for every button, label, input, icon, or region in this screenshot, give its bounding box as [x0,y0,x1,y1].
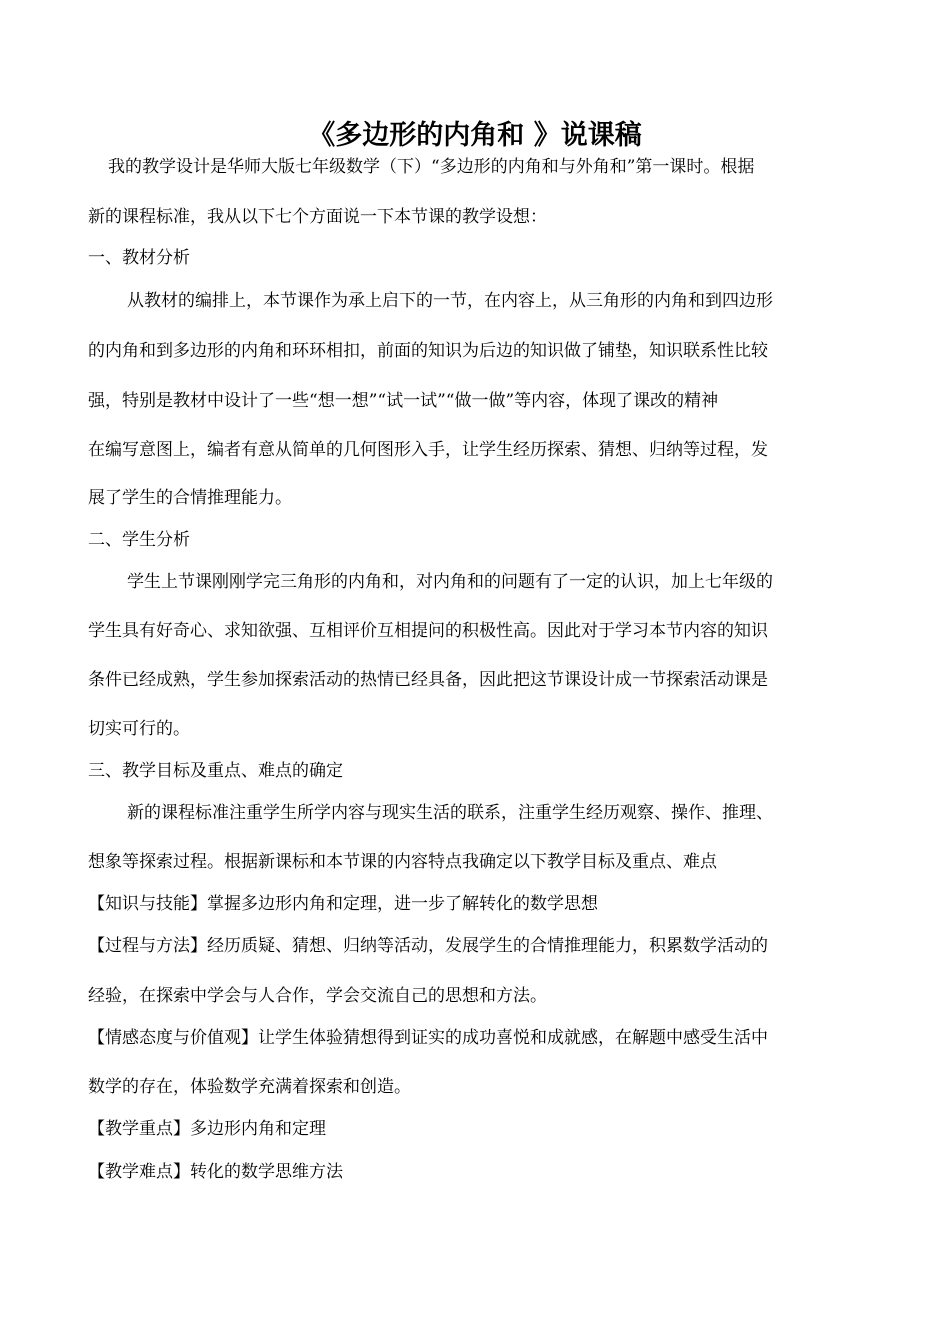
objectives-line-1: 新的课程标准注重学生所学内容与现实生活的联系，注重学生经历观察、操作、推理、 [127,803,773,823]
objectives-line-2: 想象等探索过程。根据新课标和本节课的内容特点我确定以下教学目标及重点、难点 [88,852,717,872]
process-methods-line-1: 【过程与方法】经历质疑、猜想、归纳等活动，发展学生的合情推理能力，积累数学活动的 [88,936,768,956]
attitude-values-line-1: 【情感态度与价值观】让学生体验猜想得到证实的成功喜悦和成就感，在解题中感受生活中 [88,1028,768,1048]
section-heading-textbook: 一、教材分析 [88,248,190,268]
textbook-line-1: 从教材的编排上，本节课作为承上启下的一节，在内容上，从三角形的内角和到四边形 [127,291,773,311]
teaching-difficulty: 【教学难点】转化的数学思维方法 [88,1162,343,1182]
students-line-1: 学生上节课刚刚学完三角形的内角和，对内角和的问题有了一定的认识，加上七年级的 [127,572,773,592]
knowledge-skills: 【知识与技能】掌握多边形内角和定理，进一步了解转化的数学思想 [88,894,598,914]
textbook-line-4: 在编写意图上，编者有意从简单的几何图形入手，让学生经历探索、猜想、归纳等过程，发 [88,440,768,460]
teaching-key-point: 【教学重点】多边形内角和定理 [88,1119,326,1139]
students-line-3: 条件已经成熟，学生参加探索活动的热情已经具备，因此把这节课设计成一节探索活动课是 [88,670,768,690]
process-methods-line-2: 经验，在探索中学会与人合作，学会交流自己的思想和方法。 [88,986,547,1006]
section-heading-students: 二、学生分析 [88,530,190,550]
textbook-line-3: 强，特别是教材中设计了一些“想一想”“试一试”“做一做”等内容，体现了课改的精神 [88,391,719,411]
students-line-2: 学生具有好奇心、求知欲强、互相评价互相提问的积极性高。因此对于学习本节内容的知识 [88,621,768,641]
intro-line-2: 新的课程标准，我从以下七个方面说一下本节课的教学设想： [88,207,547,227]
section-heading-objectives: 三、教学目标及重点、难点的确定 [88,761,343,781]
students-line-4: 切实可行的。 [88,719,190,739]
document-title: 《多边形的内角和 》说课稿 [308,120,642,151]
textbook-line-5: 展了学生的合情推理能力。 [88,488,292,508]
attitude-values-line-2: 数学的存在，体验数学充满着探索和创造。 [88,1077,411,1097]
textbook-line-2: 的内角和到多边形的内角和环环相扣，前面的知识为后边的知识做了铺垫，知识联系性比较 [88,341,768,361]
intro-line-1: 我的教学设计是华师大版七年级数学（下）“多边形的内角和与外角和”第一课时。根据 [108,157,755,177]
